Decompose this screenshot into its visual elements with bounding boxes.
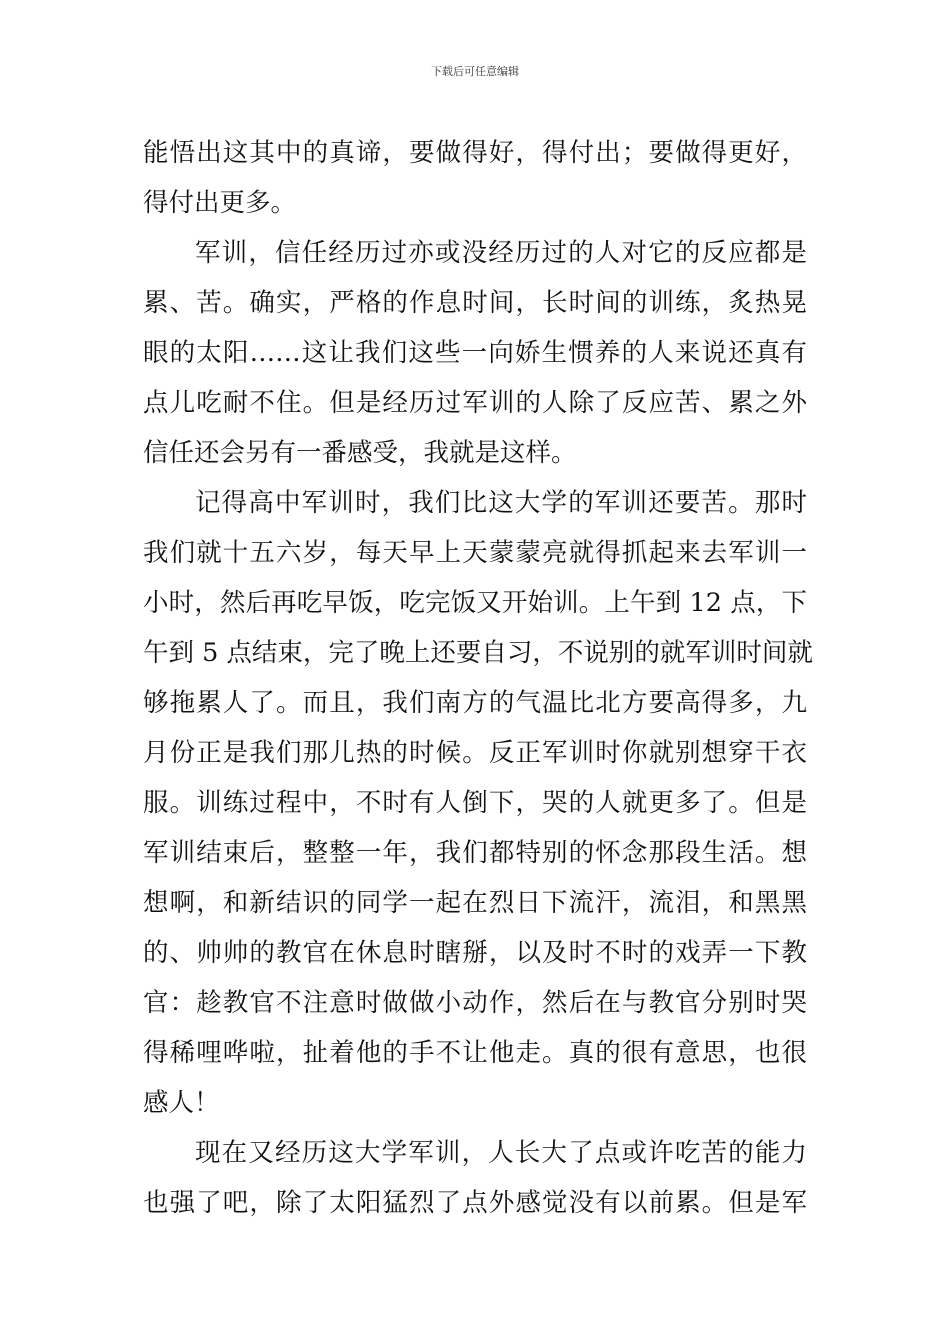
- text-line: 我们就十五六岁，每天早上天蒙蒙亮就得抓起来去军训一: [143, 538, 807, 568]
- paragraph-first-line: 军训，信任经历过亦或没经历过的人对它的反应都是: [195, 238, 807, 268]
- paragraph-first-line: 记得高中军训时，我们比这大学的军训还要苦。那时: [195, 488, 807, 518]
- text-line: 也强了吧，除了太阳猛烈了点外感觉没有以前累。但是军: [143, 1188, 807, 1218]
- text-line: 点儿吃耐不住。但是经历过军训的人除了反应苦、累之外: [143, 388, 807, 418]
- text-line: 服。训练过程中，不时有人倒下，哭的人就更多了。但是: [143, 788, 807, 818]
- text-line: 午到 5 点结束，完了晚上还要自习，不说别的就军训时间就: [143, 638, 813, 668]
- document-body: [143, 128, 813, 1228]
- text-line: 军训结束后，整整一年，我们都特别的怀念那段生活。想: [143, 838, 807, 868]
- text-line: 感人！: [143, 1088, 220, 1118]
- text-line: 月份正是我们那儿热的时候。反正军训时你就别想穿干衣: [143, 738, 807, 768]
- text-line: 得稀哩哗啦，扯着他的手不让他走。真的很有意思，也很: [143, 1038, 807, 1068]
- page-header: 下载后可任意编辑: [431, 65, 519, 78]
- paragraph-first-line: 现在又经历这大学军训，人长大了点或许吃苦的能力: [195, 1138, 807, 1168]
- text-line: 眼的太阳……这让我们这些一向娇生惯养的人来说还真有: [143, 338, 807, 368]
- text-line: 官：趁教官不注意时做做小动作，然后在与教官分别时哭: [143, 988, 807, 1018]
- text-line: 信任还会另有一番感受，我就是这样。: [143, 438, 577, 468]
- text-line: 的、帅帅的教官在休息时瞎掰，以及时不时的戏弄一下教: [143, 938, 807, 968]
- text-line: 想啊，和新结识的同学一起在烈日下流汗，流泪，和黑黑: [143, 888, 807, 918]
- text-line: 够拖累人了。而且，我们南方的气温比北方要高得多，九: [143, 688, 807, 718]
- text-line: 小时，然后再吃早饭，吃完饭又开始训。上午到 12 点，下: [143, 588, 807, 618]
- text-line: 累、苦。确实，严格的作息时间，长时间的训练，炙热晃: [143, 288, 807, 318]
- text-line: 能悟出这其中的真谛，要做得好，得付出；要做得更好，: [143, 138, 807, 168]
- text-line: 得付出更多。: [143, 188, 297, 218]
